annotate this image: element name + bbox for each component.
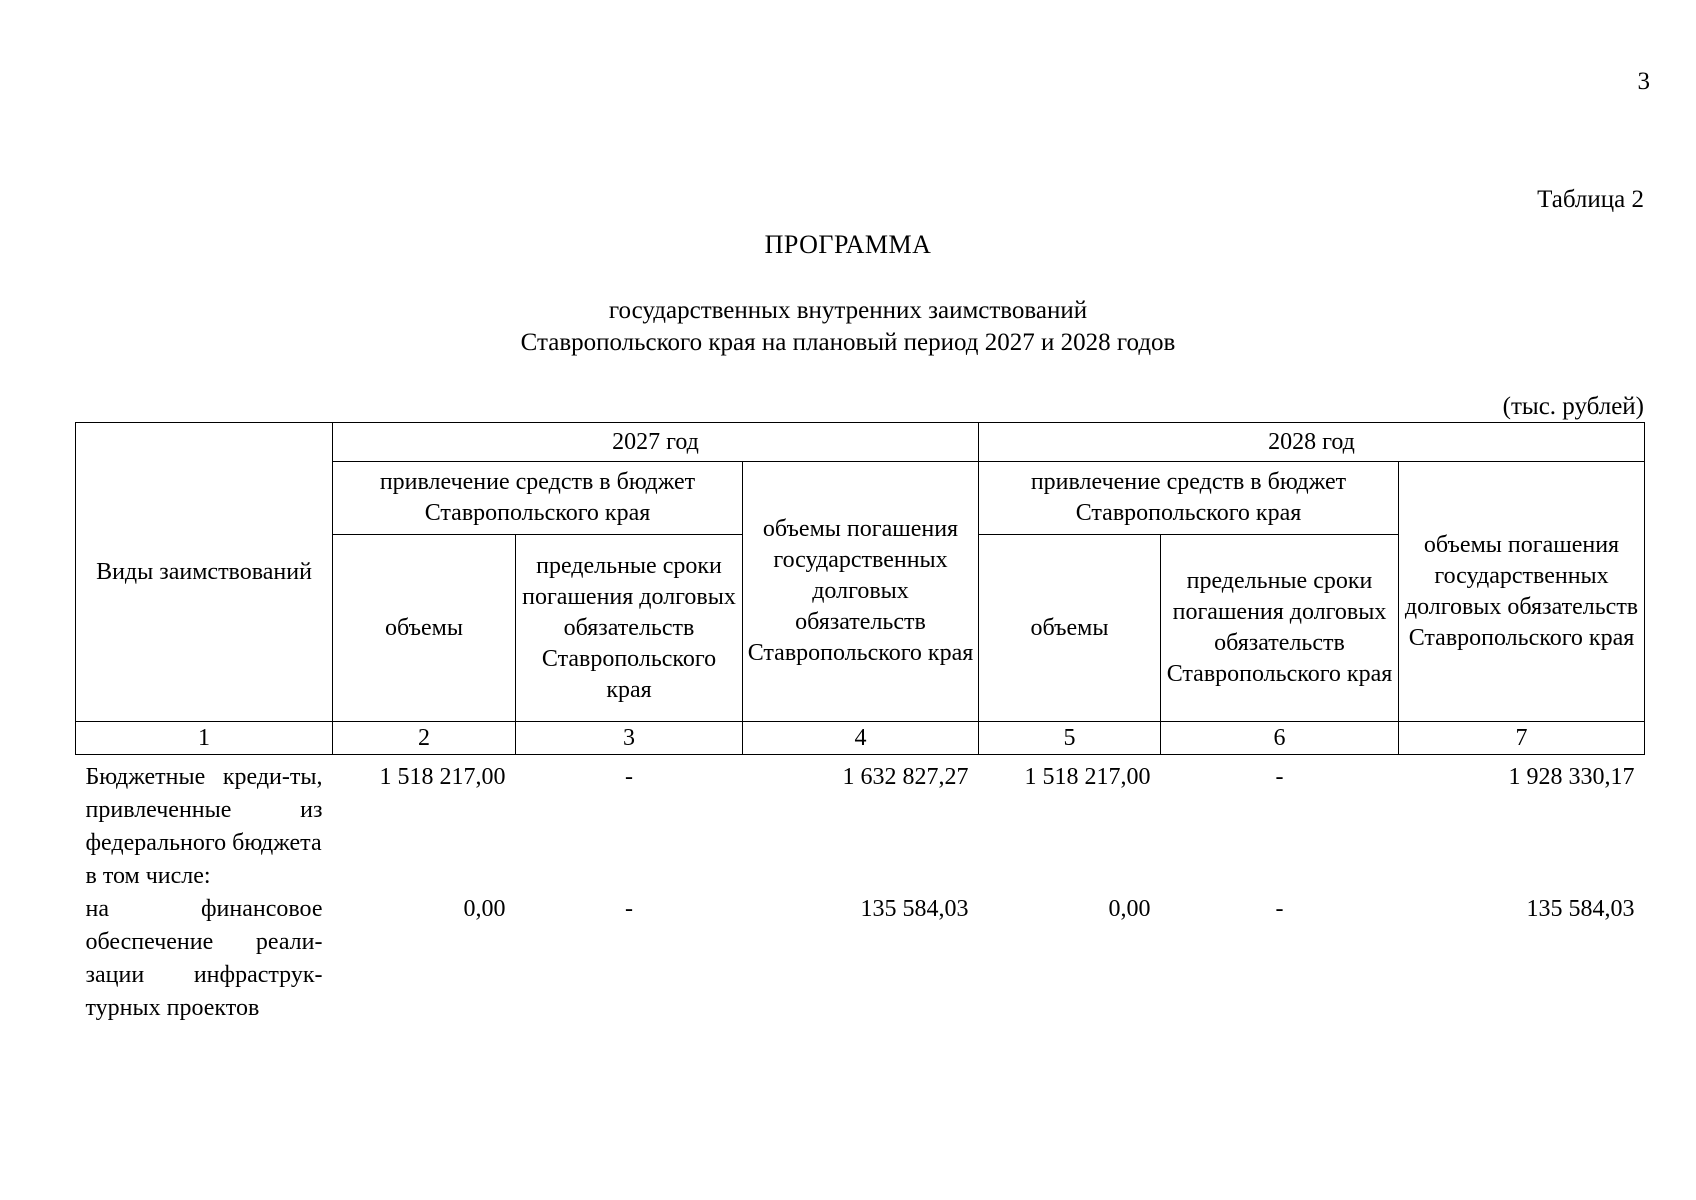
header-repay-2028: объемы погашения государственных долговых обязательств Ставропольского края xyxy=(1399,462,1645,722)
cell-volume-2028 xyxy=(979,860,1161,893)
header-year-2028: 2028 год xyxy=(979,423,1645,462)
header-attract-2028: привлечение средств в бюджет Ставропольского края xyxy=(979,462,1399,535)
header-attract-2027: привлечение средств в бюджет Ставропольского края xyxy=(333,462,743,535)
cell-deadline-2027 xyxy=(516,860,743,893)
column-number: 2 xyxy=(333,722,516,755)
header-repay-2027: объемы погашения государственных долговых обязательств Ставропольского края xyxy=(743,462,979,722)
header-row-column-numbers xyxy=(76,722,1645,755)
units-label: (тыс. рублей) xyxy=(1502,393,1644,420)
table-row xyxy=(76,893,1645,1025)
document-subtitle xyxy=(0,295,1696,359)
row-name: Бюджетные креди-ты, привлеченные из федерального бюджета xyxy=(85,764,323,856)
cell-deadline-2028: - xyxy=(1275,764,1284,790)
row-name: на финансовое обеспечение реали-зации инфраструк-турных проектов xyxy=(85,896,323,1021)
cell-deadline-2028: - xyxy=(1275,896,1284,922)
cell-deadline-2028 xyxy=(1161,860,1399,893)
cell-volume-2028: 0,00 xyxy=(1108,896,1151,922)
cell-repay-2027: 135 584,03 xyxy=(860,896,969,922)
header-row-years xyxy=(76,423,1645,462)
column-number: 5 xyxy=(979,722,1161,755)
column-number: 1 xyxy=(76,722,333,755)
document-title: ПРОГРАММА xyxy=(764,230,932,259)
column-number: 4 xyxy=(743,722,979,755)
cell-volume-2027: 1 518 217,00 xyxy=(379,764,506,790)
cell-repay-2028 xyxy=(1399,860,1645,893)
subtitle-line-1: государственных внутренних заимствований xyxy=(608,297,1088,324)
cell-repay-2028: 135 584,03 xyxy=(1526,896,1635,922)
table-row xyxy=(76,755,1645,861)
header-deadlines-2028: предельные сроки погашения долговых обязательств Ставропольского края xyxy=(1161,535,1399,722)
cell-volume-2028: 1 518 217,00 xyxy=(1024,764,1151,790)
borrowing-program-table xyxy=(75,422,1645,1025)
cell-volume-2027 xyxy=(333,860,516,893)
cell-volume-2027: 0,00 xyxy=(463,896,506,922)
column-number: 3 xyxy=(516,722,743,755)
table-caption: Таблица 2 xyxy=(1537,186,1644,213)
header-volumes-2027: объемы xyxy=(333,535,516,722)
header-year-2027: 2027 год xyxy=(333,423,979,462)
header-deadlines-2027: предельные сроки погашения долговых обязательств Ставропольского края xyxy=(516,535,743,722)
cell-deadline-2027: - xyxy=(625,764,633,790)
cell-repay-2028: 1 928 330,17 xyxy=(1508,764,1635,790)
row-name: в том числе: xyxy=(85,863,211,889)
page-number: 3 xyxy=(1637,68,1650,95)
header-types: Виды заимствований xyxy=(76,423,333,722)
column-number: 6 xyxy=(1161,722,1399,755)
cell-repay-2027 xyxy=(743,860,979,893)
subtitle-line-2: Ставропольского края на плановый период 2027 и 2028 годов xyxy=(520,329,1176,356)
cell-deadline-2027: - xyxy=(625,896,633,922)
table-row xyxy=(76,860,1645,893)
header-volumes-2028: объемы xyxy=(979,535,1161,722)
cell-repay-2027: 1 632 827,27 xyxy=(842,764,969,790)
column-number: 7 xyxy=(1399,722,1645,755)
